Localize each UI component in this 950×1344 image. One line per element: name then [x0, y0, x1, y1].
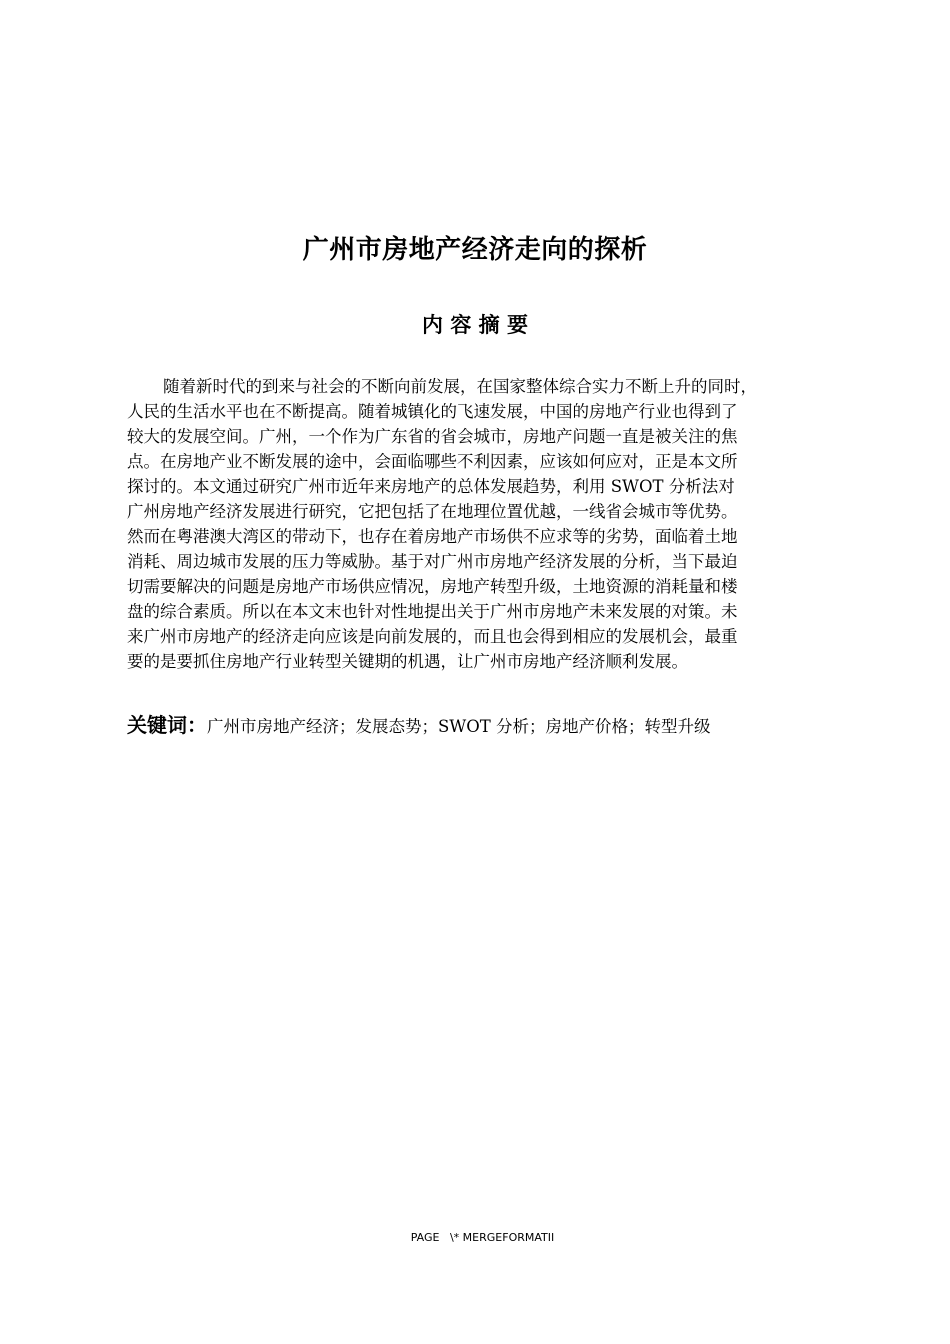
abstract-line: 来广州市房地产的经济走向应该是向前发展的，而且也会得到相应的发展机会，最重	[127, 627, 738, 646]
abstract-line: 要的是要抓住房地产行业转型关键期的机遇，让广州市房地产经济顺利发展。	[127, 652, 688, 671]
abstract-line: 盘的综合素质。所以在本文末也针对性地提出关于广州市房地产未来发展的对策。未	[127, 602, 738, 621]
abstract-line: 然而在粤港澳大湾区的带动下，也存在着房地产市场供不应求等的劣势，面临着土地	[127, 527, 738, 546]
abstract-line: 点。在房地产业不断发展的途中，会面临哪些不利因素，应该如何应对，正是本文所	[127, 452, 738, 471]
abstract-heading: 内 容 摘 要	[422, 313, 528, 337]
keywords-label: 关键词：	[127, 713, 207, 737]
abstract-line: 随着新时代的到来与社会的不断向前发展，在国家整体综合实力不断上升的同时，	[163, 377, 757, 396]
abstract-line: 广州房地产经济发展进行研究，它把包括了在地理位置优越，一线省会城市等优势。	[127, 502, 738, 521]
abstract-paragraph	[127, 374, 839, 674]
document-title: 广州市房地产经济走向的探析	[302, 235, 648, 265]
abstract-line: 人民的生活水平也在不断提高。随着城镇化的飞速发展，中国的房地产行业也得到了	[127, 402, 738, 421]
abstract-line: 切需要解决的问题是房地产市场供应情况，房地产转型升级，土地资源的消耗量和楼	[127, 577, 738, 596]
keywords-text: 广州市房地产经济；发展态势；SWOT 分析；房地产价格；转型升级	[207, 717, 711, 736]
abstract-line: 消耗、周边城市发展的压力等威胁。基于对广州市房地产经济发展的分析，当下最迫	[127, 552, 738, 571]
page-footer-field: PAGE \* MERGEFORMATII	[410, 1231, 555, 1244]
abstract-line: 较大的发展空间。广州，一个作为广东省的省会城市，房地产问题一直是被关注的焦	[127, 427, 738, 446]
keywords-section	[127, 710, 839, 743]
abstract-line: 探讨的。本文通过研究广州市近年来房地产的总体发展趋势，利用 SWOT 分析法对	[127, 477, 735, 496]
